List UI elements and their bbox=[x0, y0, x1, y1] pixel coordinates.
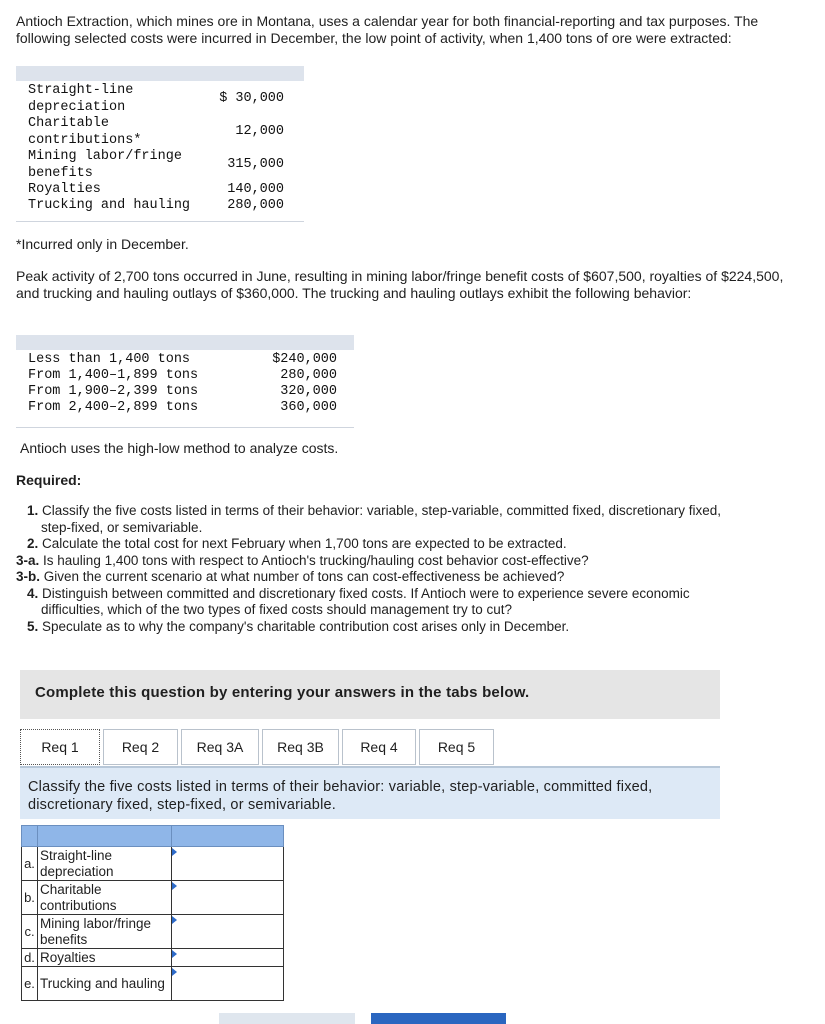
row-letter: d. bbox=[22, 949, 38, 967]
requirement-text: Speculate as to why the company's charitable contribution cost arises only in December. bbox=[42, 618, 570, 634]
row-letter: b. bbox=[22, 881, 38, 915]
next-button[interactable] bbox=[371, 1013, 506, 1024]
answer-dropdown[interactable] bbox=[172, 881, 284, 915]
cost-label: Charitable contributions* bbox=[28, 116, 142, 148]
problem-intro: Antioch Extraction, which mines ore in Montana, uses a calendar year for both financial-reporting and tax purposes. The following selected costs were incurred in December, the low point of activity, when 1,400 tons of ore were extracted: bbox=[16, 13, 759, 46]
instruction-text: Classify the five costs listed in terms of their behavior: variable, step-variable, committed fixed, discretionary fixed, step-fixed, or semivariable. bbox=[28, 779, 653, 813]
cost-table-bottom-rule bbox=[16, 221, 304, 222]
requirement-5 bbox=[27, 619, 569, 636]
trucking-table bbox=[16, 335, 354, 430]
requirement-3a bbox=[16, 553, 589, 570]
answer-dropdown[interactable] bbox=[172, 949, 284, 967]
instruction-box bbox=[20, 766, 720, 819]
requirement-number: 2. bbox=[27, 536, 39, 551]
requirement-4 bbox=[27, 586, 690, 603]
dropdown-indicator-icon bbox=[172, 848, 177, 856]
behavior-answer-input[interactable] bbox=[172, 923, 287, 940]
behavior-answer-input[interactable] bbox=[172, 949, 287, 966]
row-cost-name: Trucking and hauling bbox=[38, 967, 172, 1001]
row-letter: a. bbox=[22, 847, 38, 881]
cost-value: 12,000 bbox=[235, 124, 284, 139]
peak-paragraph: Peak activity of 2,700 tons occurred in June, resulting in mining labor/fringe benefit costs of $607,500, royalties of $224,500, and trucking and hauling outlays of $360,000. The trucking and hauling outlays exhibit the following behavior: bbox=[16, 268, 784, 301]
footnote: *Incurred only in December. bbox=[16, 236, 189, 252]
behavior-answer-input[interactable] bbox=[172, 889, 287, 906]
row-cost-name: Charitable contributions bbox=[38, 881, 172, 915]
requirement-number: 3-b. bbox=[16, 569, 41, 584]
requirement-2 bbox=[27, 536, 567, 553]
requirement-1 bbox=[27, 503, 721, 520]
cost-table-header bbox=[16, 66, 304, 81]
answer-dropdown[interactable] bbox=[172, 847, 284, 881]
requirement-text: Calculate the total cost for next February when 1,700 tons are expected to be extracted. bbox=[42, 536, 567, 551]
requirement-number: 3-a. bbox=[16, 552, 40, 568]
cost-label: Royalties bbox=[28, 182, 101, 197]
trucking-cost: $240,000 bbox=[272, 352, 337, 367]
answer-row bbox=[22, 915, 284, 949]
answer-dropdown[interactable] bbox=[172, 915, 284, 949]
trucking-cost: 320,000 bbox=[280, 384, 337, 399]
previous-button[interactable] bbox=[219, 1013, 355, 1024]
tab-req-3a[interactable]: Req 3A bbox=[181, 729, 259, 765]
answer-row bbox=[22, 949, 284, 967]
answer-row bbox=[22, 881, 284, 915]
cost-value: $ 30,000 bbox=[219, 91, 284, 106]
header-cell bbox=[172, 826, 284, 847]
requirement-number: 5. bbox=[27, 618, 39, 634]
cost-value: 280,000 bbox=[227, 198, 284, 213]
cost-value: 140,000 bbox=[227, 182, 284, 197]
cost-label: Mining labor/fringe benefits bbox=[28, 149, 182, 181]
tab-req-3b[interactable]: Req 3B bbox=[262, 729, 339, 765]
dropdown-indicator-icon bbox=[172, 968, 177, 976]
tab-req-4[interactable]: Req 4 bbox=[342, 729, 416, 765]
row-letter: e. bbox=[22, 967, 38, 1001]
row-cost-name: Mining labor/fringe benefits bbox=[38, 915, 172, 949]
cost-label: Straight-line depreciation bbox=[28, 83, 134, 115]
row-cost-name: Straight-line depreciation bbox=[38, 847, 172, 881]
tab-req-5[interactable]: Req 5 bbox=[419, 729, 494, 765]
trucking-range: From 1,400–1,899 tons bbox=[28, 368, 199, 383]
requirement-number: 4. bbox=[27, 585, 39, 601]
cost-table bbox=[16, 66, 304, 216]
requirement-number: 1. bbox=[27, 503, 39, 518]
header-cell bbox=[22, 826, 38, 847]
row-cost-name: Royalties bbox=[38, 949, 172, 967]
row-letter: c. bbox=[22, 915, 38, 949]
requirement-3b bbox=[16, 569, 564, 586]
requirement-4-cont: difficulties, which of the two types of fixed costs should management try to cut? bbox=[41, 602, 512, 617]
tab-req-1[interactable]: Req 1 bbox=[20, 729, 100, 765]
cost-label: Trucking and hauling bbox=[28, 198, 191, 213]
answer-row bbox=[22, 967, 284, 1001]
trucking-range: Less than 1,400 tons bbox=[28, 352, 191, 367]
cost-value: 315,000 bbox=[227, 157, 284, 172]
requirement-text: Classify the five costs listed in terms of their behavior: variable, step-variable, committed fixed, discretionary fixed, bbox=[42, 503, 722, 518]
trucking-cost: 280,000 bbox=[280, 368, 337, 383]
required-title: Required: bbox=[16, 472, 82, 488]
requirement-text: Distinguish between committed and discretionary fixed costs. If Antioch were to experience severe economic bbox=[42, 585, 690, 601]
requirements-list bbox=[0, 503, 825, 638]
trucking-table-header bbox=[16, 335, 354, 350]
requirement-text: Given the current scenario at what number of tons can cost-effectiveness be achieved? bbox=[43, 569, 565, 584]
dropdown-indicator-icon bbox=[172, 916, 177, 924]
trucking-table-bottom-rule bbox=[16, 427, 354, 428]
requirement-text: Is hauling 1,400 tons with respect to Antioch's trucking/hauling cost behavior cost-effective? bbox=[43, 552, 589, 568]
dropdown-indicator-icon bbox=[172, 950, 177, 958]
answer-table bbox=[21, 825, 284, 1001]
tab-req-2[interactable]: Req 2 bbox=[103, 729, 178, 765]
behavior-answer-input[interactable] bbox=[172, 855, 287, 872]
answer-dropdown[interactable] bbox=[172, 967, 284, 1001]
dropdown-indicator-icon bbox=[172, 882, 177, 890]
answer-table-header bbox=[22, 826, 284, 847]
behavior-answer-input[interactable] bbox=[172, 975, 287, 992]
trucking-range: From 2,400–2,899 tons bbox=[28, 400, 199, 415]
requirement-1-cont: step-fixed, or semivariable. bbox=[41, 519, 203, 535]
trucking-range: From 1,900–2,399 tons bbox=[28, 384, 199, 399]
header-cell bbox=[38, 826, 172, 847]
answer-row bbox=[22, 847, 284, 881]
complete-question-banner bbox=[20, 670, 720, 719]
high-low-note: Antioch uses the high-low method to analyze costs. bbox=[20, 440, 339, 456]
trucking-cost: 360,000 bbox=[280, 400, 337, 415]
banner-text: Complete this question by entering your answers in the tabs below. bbox=[35, 684, 530, 701]
